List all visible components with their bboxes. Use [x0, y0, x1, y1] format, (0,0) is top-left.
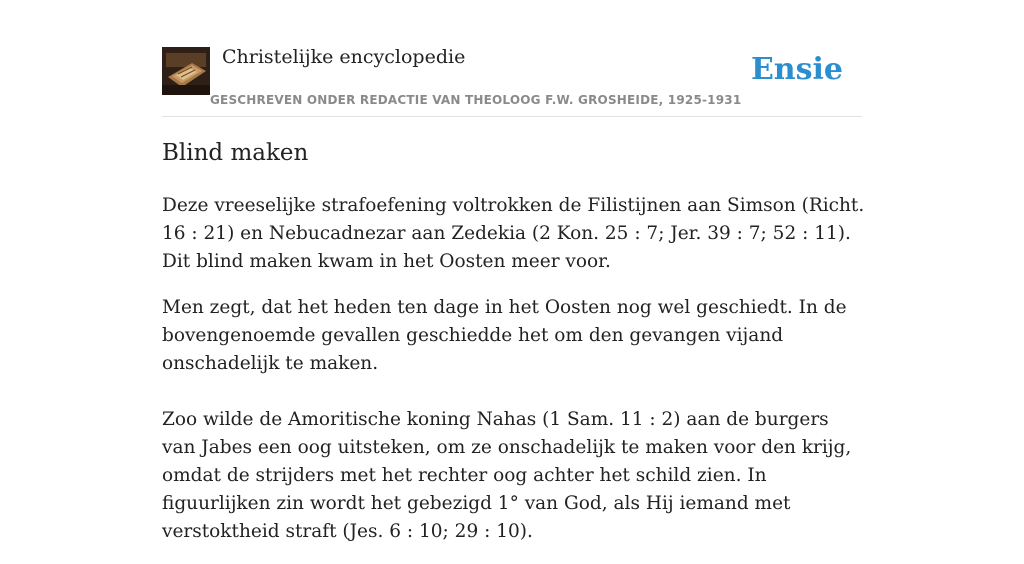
entry-body [162, 192, 866, 564]
brand-logo[interactable]: Ensie [750, 52, 843, 87]
entry-paragraph: Zoo wilde de Amoritische koning Nahas (1 Sam. 11 : 2) aan de burgers van Jabes een oog uitsteken, om ze onschadelijk te maken voor den krijg, omdat de strijders met het rechter oog achter het schild zien. In figuurlijken zin wordt het gebezigd 1° van God, als Hij iemand met verstoktheid straft (Jes. 6 : 10; 29 : 10). [162, 409, 852, 542]
entry-paragraph: Deze vreeselijke strafoefening voltrokken de Filistijnen aan Simson (Richt. 16 : 21) en Nebucadnezar aan Zedekia (2 Kon. 25 : 7; Jer. 39 : 7; 52 : 11). Dit blind maken kwam in het Oosten meer voor. [162, 195, 865, 272]
entry-title: Blind maken [162, 140, 309, 166]
entry-paragraph: Men zegt, dat het heden ten dage in het Oosten nog wel geschiedt. In de bovengenoemde gevallen geschiedde het om den gevangen vijand onschadelijk te maken. [162, 297, 847, 374]
book-title[interactable]: Christelijke encyclopedie [222, 46, 466, 68]
book-subtitle: GESCHREVEN ONDER REDACTIE VAN THEOLOOG F.W. GROSHEIDE, 1925-1931 [210, 93, 742, 107]
site-header [162, 46, 862, 117]
book-cover-icon[interactable] [162, 47, 210, 95]
